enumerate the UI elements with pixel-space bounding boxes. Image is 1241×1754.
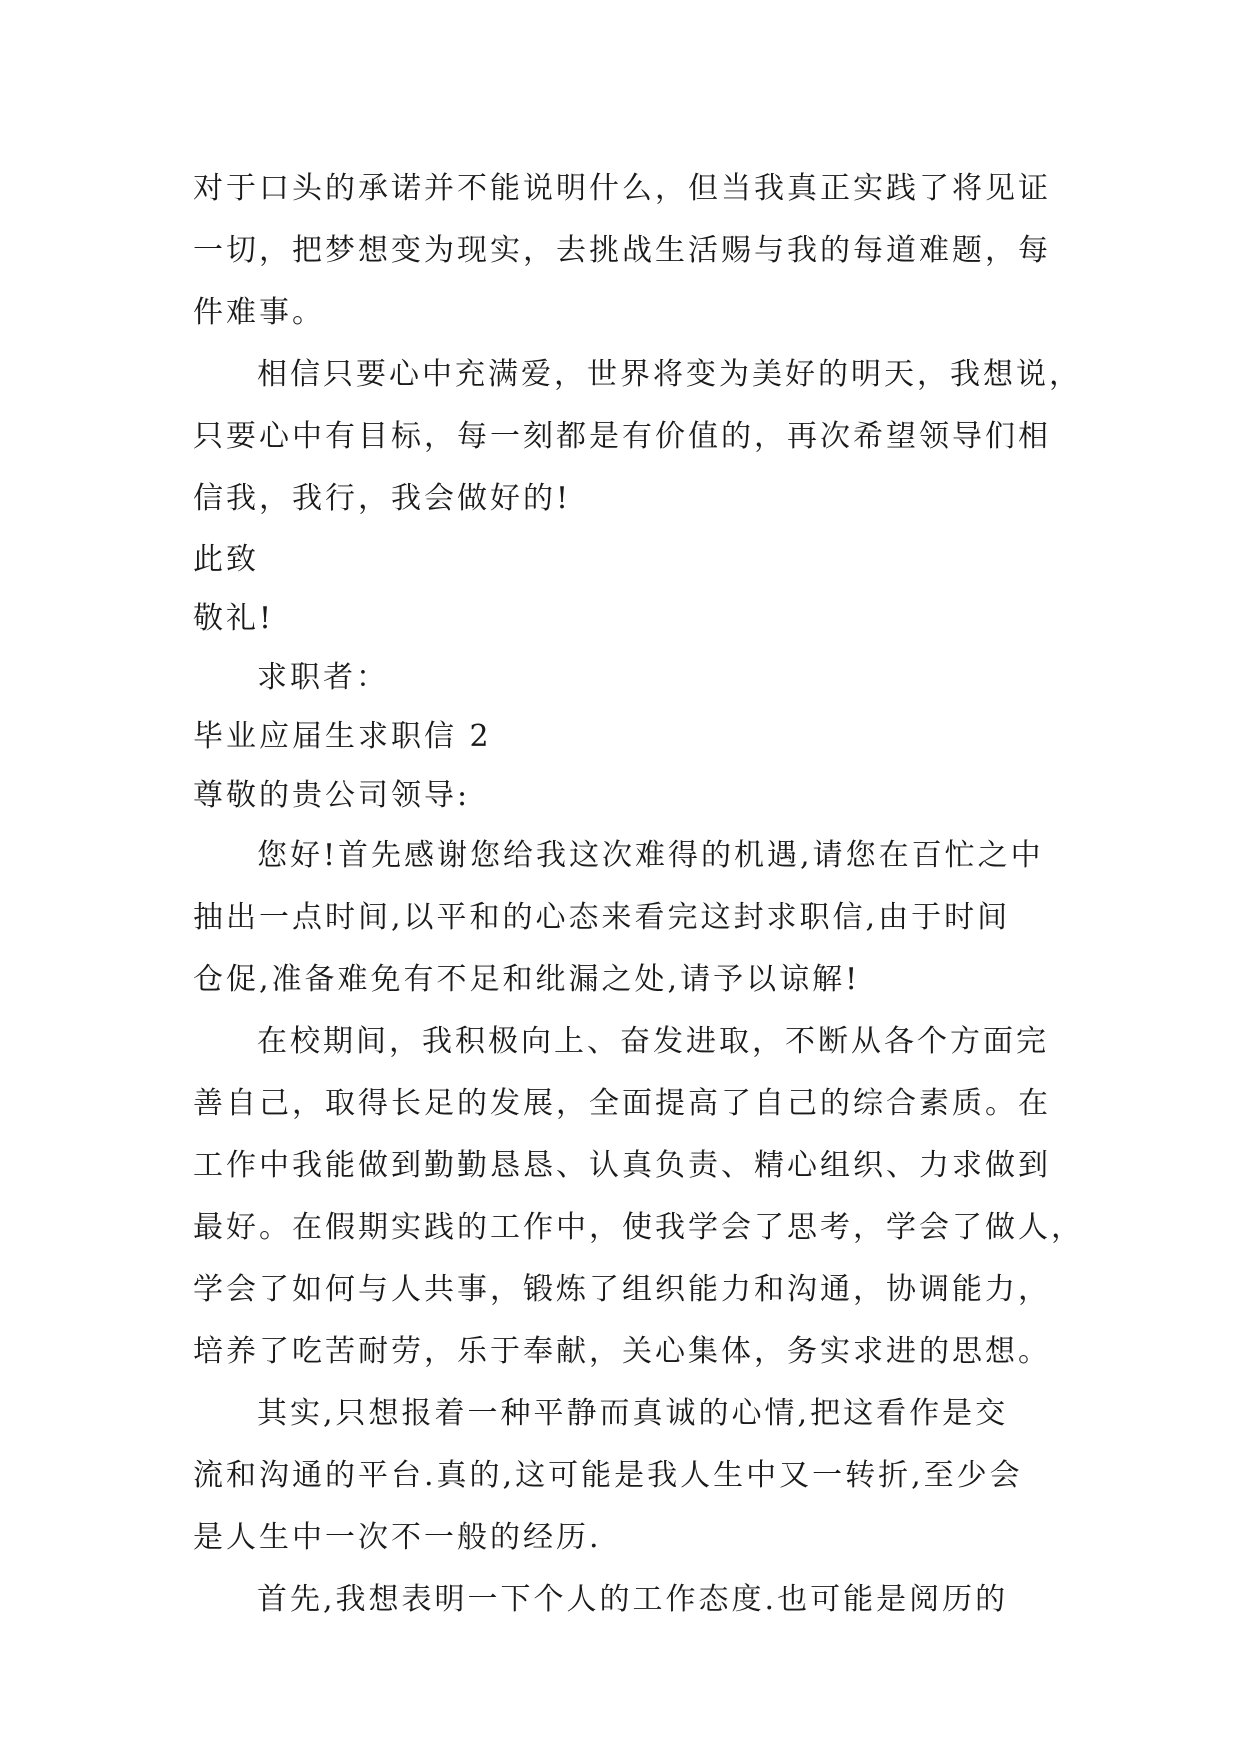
text-line: 善自己，取得长足的发展，全面提高了自己的综合素质。在 <box>193 1086 1051 1121</box>
letter-heading: 毕业应届生求职信 2 <box>193 719 492 754</box>
text-line: 相信只要心中充满爱，世界将变为美好的明天，我想说， <box>257 357 1082 392</box>
document-page <box>193 158 1084 1631</box>
text-line: 首先,我想表明一下个人的工作态度.也可能是阅历的 <box>257 1582 1009 1617</box>
paragraph-belief <box>193 344 1082 530</box>
closing-jing-li: 敬礼! <box>193 601 275 636</box>
paragraph-school-period <box>193 1011 1084 1383</box>
salutation: 尊敬的贵公司领导: <box>193 778 471 813</box>
text-line: 仓促,准备难免有不足和纰漏之处,请予以谅解! <box>193 962 861 997</box>
text-line: 信我，我行，我会做好的! <box>193 481 572 516</box>
paragraph-promise <box>193 158 1053 344</box>
text-line: 抽出一点时间,以平和的心态来看完这封求职信,由于时间 <box>193 900 1011 935</box>
text-line: 一切，把梦想变为现实，去挑战生活赐与我的每道难题，每 <box>193 233 1051 268</box>
text-line: 工作中我能做到勤勤恳恳、认真负责、精心组织、力求做到 <box>193 1148 1051 1183</box>
text-line: 流和沟通的平台.真的,这可能是我人生中又一转折,至少会 <box>193 1458 1023 1493</box>
paragraph-sincere <box>193 1383 1053 1569</box>
closing-ci-zhi: 此致 <box>193 542 259 577</box>
signature-label: 求职者： <box>257 660 389 695</box>
text-line: 只要心中有目标，每一刻都是有价值的，再次希望领导们相 <box>193 419 1051 454</box>
text-line: 最好。在假期实践的工作中，使我学会了思考，学会了做人， <box>193 1210 1084 1245</box>
text-line: 在校期间，我积极向上、奋发进取，不断从各个方面完 <box>257 1024 1049 1059</box>
text-line: 您好!首先感谢您给我这次难得的机遇,请您在百忙之中 <box>257 838 1044 873</box>
text-line: 对于口头的承诺并不能说明什么，但当我真正实践了将见证 <box>193 171 1051 206</box>
paragraph-attitude <box>193 1569 1053 1631</box>
text-line: 培养了吃苦耐劳，乐于奉献，关心集体，务实求进的思想。 <box>193 1334 1051 1369</box>
text-line: 其实,只想报着一种平静而真诚的心情,把这看作是交 <box>257 1396 1009 1431</box>
text-line: 是人生中一次不一般的经历. <box>193 1520 602 1555</box>
paragraph-greeting <box>193 825 1053 1011</box>
text-line: 学会了如何与人共事，锻炼了组织能力和沟通，协调能力， <box>193 1272 1051 1307</box>
text-line: 件难事。 <box>193 295 325 330</box>
